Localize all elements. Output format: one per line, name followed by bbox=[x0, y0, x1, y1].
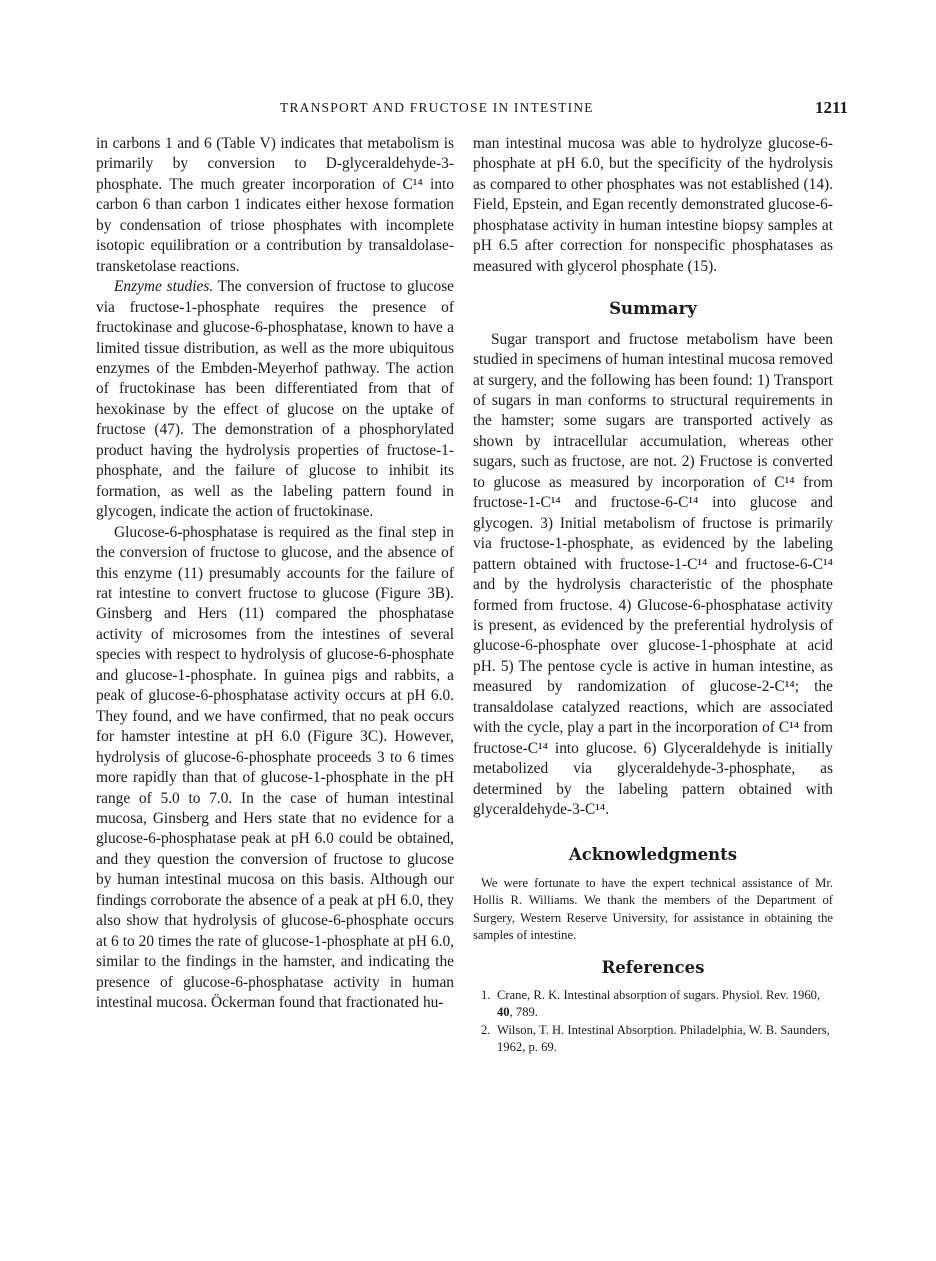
reference-text-tail: , 789. bbox=[509, 1004, 538, 1019]
reference-item bbox=[473, 987, 833, 1022]
running-title: TRANSPORT AND FRUCTOSE IN INTESTINE bbox=[280, 100, 594, 115]
body-paragraph bbox=[96, 277, 454, 522]
reference-number: 2. bbox=[481, 1023, 491, 1038]
reference-item bbox=[473, 1022, 833, 1057]
summary-heading: Summary bbox=[609, 299, 697, 319]
right-column bbox=[473, 134, 833, 1058]
running-header bbox=[0, 98, 936, 120]
paragraph-text: The conversion of fructose to glucose via fructose-1-phosphate requires the presence of fructokinase and glucose-6-phosphatase, known to have a limited tissue distribution, as well as the more ubiquitous enzymes of the Embden-Meyerhof pathway. The action of fructokinase has been differentiated from that of hexokinase by the effect of glucose on the uptake of fructose (47). The demonstration of a phosphorylated product having the hydrolysis properties of fructose-1-phosphate, and the failure of glucose to inhibit its formation, as well as the labeling pattern found in glycogen, indicate the action of fructokinase. bbox=[96, 278, 455, 521]
acknowledgments-heading: Acknowledgments bbox=[568, 844, 738, 864]
reference-number: 1. bbox=[481, 987, 491, 1002]
summary-paragraph: Sugar transport and fructose metabolism have been studied in specimens of human intestinal mucosa removed at surgery, and the following has been found: 1) Transport of sugars in man conforms to structural requirements in the hamster; some sugars are transported actively as shown by intracellular accumulation, whereas other sugars, such as fructose, are not. 2) Fructose is converted to glucose as measured by incorporation of C¹⁴ from fructose-1-C¹⁴ and fructose-6-C¹⁴ into glucose and glycogen. 3) Initial metabolism of fructose is primarily via fructose-1-phosphate, as evidenced by the labeling pattern obtained with fructose-1-C¹⁴ and fructose-6-C¹⁴ and by the hydrolysis characteristic of the phosphate formed from fructose. 4) Glucose-6-phosphatase activity is present, as evidenced by the preferential hydrolysis of glucose-6-phosphate over glucose-1-phosphate at acid pH. 5) The pentose cycle is active in human intestine, as measured by randomization of glucose-2-C¹⁴; the transaldolase catalyzed reactions, which are associated with the cycle, play a part in the incorporation of C¹⁴ from fructose-C¹⁴ into glucose. 6) Glyceraldehyde is initially metabolized via glyceraldehyde-3-phosphate, as determined by the labeling pattern obtained with glyceraldehyde-3-C¹⁴. bbox=[473, 330, 833, 819]
page-number: 1211 bbox=[815, 98, 849, 117]
body-paragraph: Glucose-6-phosphatase is required as the final step in the conversion of fructose to glucose, and the absence of this enzyme (11) presumably accounts for the failure of rat intestine to convert fructose to glucose (Figure 3B). Ginsberg and Hers (11) compared the phosphatase activity of microsomes from the intestines of several species with respect to hydrolysis of glucose-6-phosphate and glucose-1-phosphate. In guinea pigs and rabbits, a peak of glucose-6-phosphatase activity occurs at pH 6.0. They found, and we have confirmed, that no peak occurs for hamster intestine at pH 6.0 (Figure 3C). However, hydrolysis of glucose-6-phosphate proceeds 3 to 6 times more rapidly than that of glucose-1-phosphate in the pH range of 5.0 to 7.0. In the case of human intestinal mucosa, Ginsberg and Hers state that no evidence for a glucose-6-phosphatase peak at pH 6.0 could be obtained, and they question the conversion of fructose to glucose by human intestinal mucosa on this basis. Although our findings corroborate the absence of a peak at pH 6.0, they also show that hydrolysis of glucose-6-phosphate occurs at 6 to 20 times the rate of glucose-1-phosphate at pH 6.0, similar to the findings in the hamster, and indicating the presence of glucose-6-phosphatase activity in human intestinal mucosa. Öckerman found that fractionated hu- bbox=[96, 523, 454, 1012]
body-paragraph: in carbons 1 and 6 (Table V) indicates that metabolism is primarily by conversion to D-glyceraldehyde-3-phosphate. The much greater incorporation of C¹⁴ into carbon 6 than carbon 1 indicates either hexose formation by condensation of triose phosphates with incomplete isotopic equilibration or a contribution by transaldolase-transketolase reactions. bbox=[96, 135, 454, 275]
acknowledgments-section bbox=[473, 875, 833, 944]
references-heading: References bbox=[601, 958, 705, 978]
reference-volume: 40 bbox=[497, 1004, 510, 1019]
reference-text: Crane, R. K. Intestinal absorption of sugars. Physiol. Rev. 1960, bbox=[497, 987, 821, 1002]
left-column bbox=[96, 134, 454, 1013]
section-lead: Enzyme studies. bbox=[114, 278, 214, 296]
references-list bbox=[473, 987, 833, 1057]
body-paragraph: man intestinal mucosa was able to hydrolyze glucose-6-phosphate at pH 6.0, but the specificity of the hydrolysis as compared to other phosphates was not established (14). Field, Epstein, and Egan recently demonstrated glucose-6-phosphatase activity in human intestine biopsy samples at pH 6.5 after correction for nonspecific phosphatases as measured with glycerol phosphate (15). bbox=[473, 135, 833, 275]
acknowledgments-paragraph: We were fortunate to have the expert technical assistance of Mr. Hollis R. Williams. We thank the members of the Department of Surgery, Western Reserve University, for assistance in obtaining the samples of intestine. bbox=[473, 875, 833, 942]
reference-text: Wilson, T. H. Intestinal Absorption. Philadelphia, W. B. Saunders, 1962, p. 69. bbox=[497, 1023, 830, 1055]
